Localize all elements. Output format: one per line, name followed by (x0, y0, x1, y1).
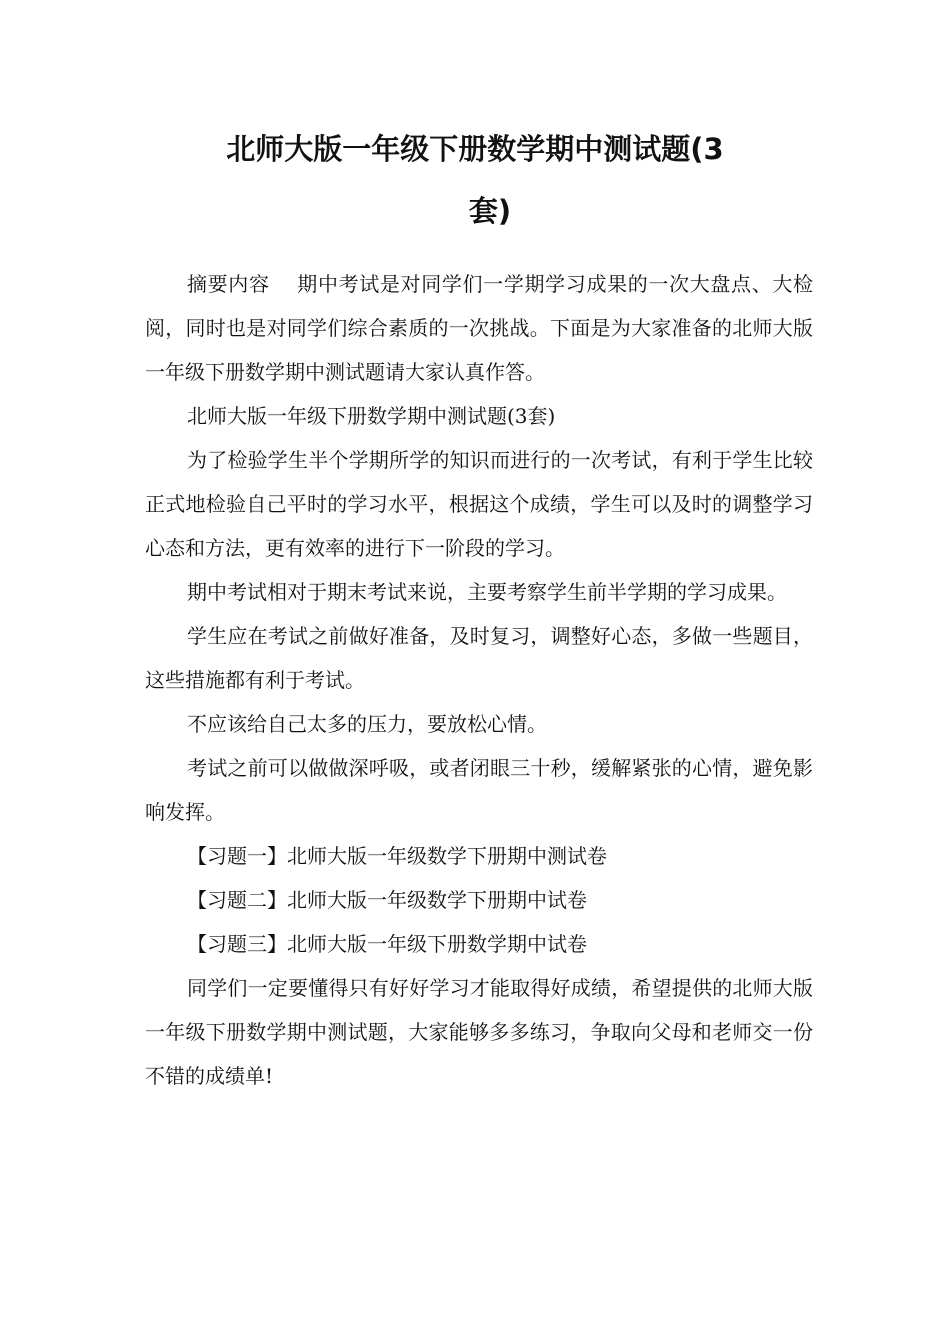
paragraph-purpose: 为了检验学生半个学期所学的知识而进行的一次考试，有利于学生比较正式地检验自己平时的学习水平，根据这个成绩，学生可以及时的调整学习心态和方法，更有效率的进行下一阶段的学习。 (145, 448, 813, 560)
paragraph-breathing: 考试之前可以做做深呼吸，或者闭眼三十秒，缓解紧张的心情，避免影响发挥。 (145, 756, 813, 824)
document-title (150, 118, 800, 242)
title-line-1: 北师大版一年级下册数学期中测试题(3 (226, 132, 724, 166)
paragraph-relax: 不应该给自己太多的压力，要放松心情。 (187, 712, 547, 736)
paragraph-closing: 同学们一定要懂得只有好好学习才能取得好成绩，希望提供的北师大版一年级下册数学期中测试题，大家能够多多练习，争取向父母和老师交一份不错的成绩单! (145, 976, 813, 1088)
exercise-link-1[interactable]: 【习题一】北师大版一年级数学下册期中测试卷 (187, 844, 607, 868)
paragraph-preparation: 学生应在考试之前做好准备，及时复习，调整好心态，多做一些题目，这些措施都有利于考试。 (145, 624, 813, 692)
paragraph-abstract: 摘要内容 期中考试是对同学们一学期学习成果的一次大盘点、大检阅，同时也是对同学们综合素质的一次挑战。下面是为大家准备的北师大版一年级下册数学期中测试题请大家认真作答。 (145, 272, 813, 384)
title-line-2: 套) (468, 194, 512, 228)
paragraph-midterm: 期中考试相对于期末考试来说，主要考察学生前半学期的学习成果。 (187, 580, 787, 604)
document-body (145, 262, 813, 1098)
exercise-link-2[interactable]: 【习题二】北师大版一年级数学下册期中试卷 (187, 888, 587, 912)
paragraph-subtitle: 北师大版一年级下册数学期中测试题(3套) (187, 404, 556, 428)
exercise-link-3[interactable]: 【习题三】北师大版一年级下册数学期中试卷 (187, 932, 587, 956)
